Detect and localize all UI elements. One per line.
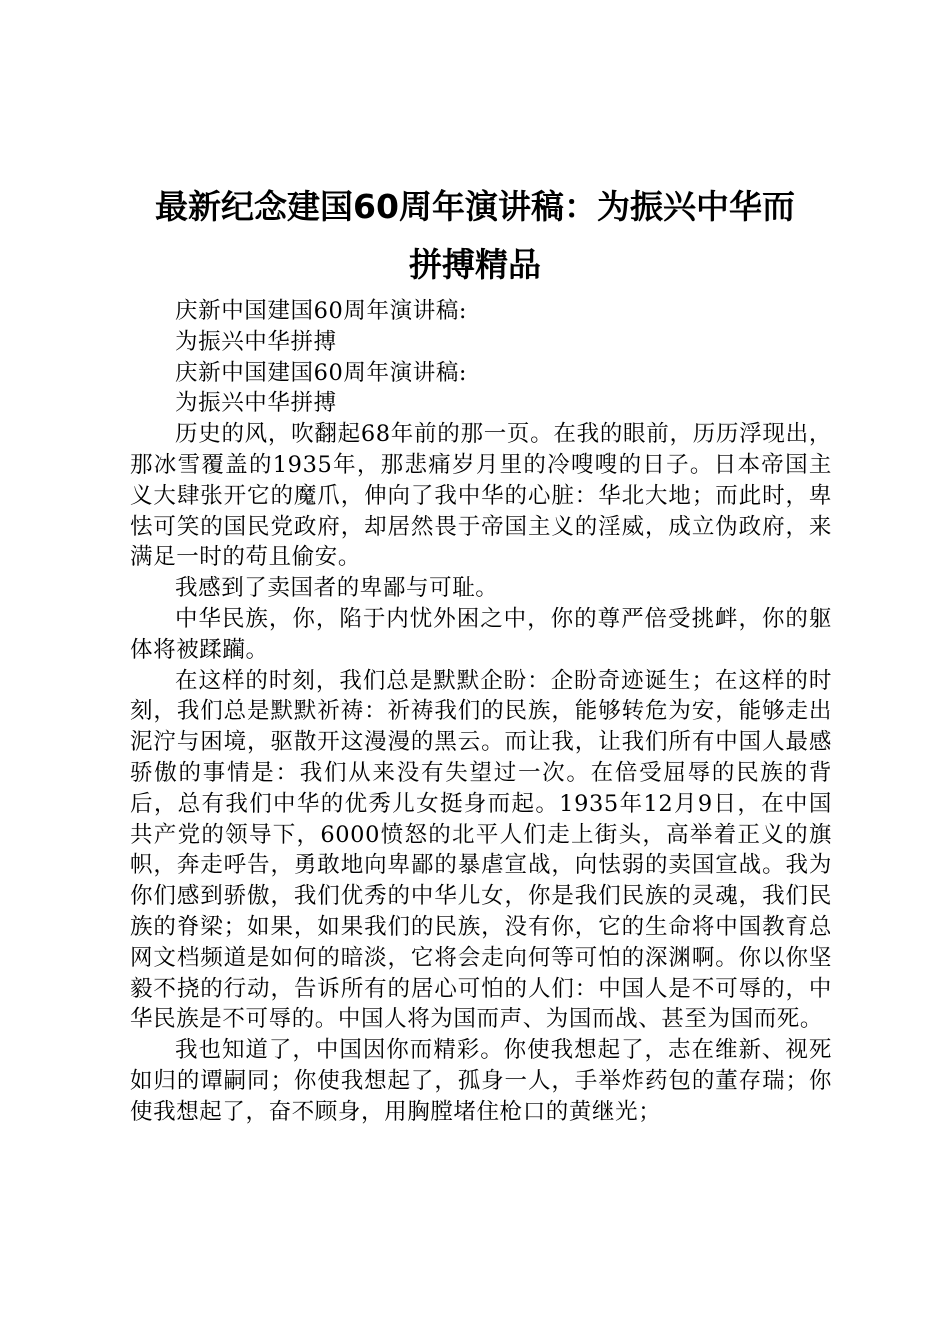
paragraph: 在这样的时刻，我们总是默默企盼：企盼奇迹诞生；在这样的时刻，我们总是默默祈祷：祈祷我们的民族，能够转危为安，能够走出泥泞与困境，驱散开这漫漫的黑云。而让我，让我们所有中国人最感骄傲的事情是：我们从来没有失望过一次。在倍受屈辱的民族的背后，总有我们中华的优秀儿女挺身而起。1935年12月9日，在中国共产党的领导下，6000愤怒的北平人们走上街头，高举着正义的旗帜，奔走呼告，勇敢地向卑鄙的暴虐宣战，向怯弱的卖国宣战。我为你们感到骄傲，我们优秀的中华儿女，你是我们民族的灵魂，我们民族的脊梁；如果，如果我们的民族，没有你，它的生命将中国教育总网文档频道是如何的暗淡，它将会走向何等可怕的深渊啊。你以你坚毅不挠的行动，告诉所有的居心可怕的人们：中国人是不可辱的，中华民族是不可辱的。中国人将为国而声、为国而战、甚至为国而死。 bbox=[130, 667, 832, 1033]
paragraph-subtitle-3: 庆新中国建国60周年演讲稿: bbox=[175, 359, 468, 386]
paragraph-subtitle-1: 庆新中国建国60周年演讲稿: bbox=[175, 298, 468, 324]
paragraph: 我也知道了，中国因你而精彩。你使我想起了，志在维新、视死如归的谭嗣同；你使我想起了，孤身一人，手举炸药包的董存瑞；你使我想起了，奋不顾身，用胸膛堵住枪口的黄继光； bbox=[130, 1037, 832, 1125]
document-body bbox=[130, 296, 832, 1128]
paragraph-subtitle-4: 为振兴中华拼搏 bbox=[175, 390, 337, 417]
paragraph: 我感到了卖国者的卑鄙与可耻。 bbox=[175, 575, 499, 602]
document-title bbox=[100, 178, 850, 294]
paragraph: 中华民族，你，陷于内忧外困之中，你的尊严倍受挑衅，你的躯体将被蹂躏。 bbox=[130, 605, 832, 663]
paragraph: 历史的风，吹翻起68年前的那一页。在我的眼前，历历浮现出，那冰雪覆盖的1935年，那悲痛岁月里的冷嗖嗖的日子。日本帝国主义大肆张开它的魔爪，伸向了我中华的心脏：华北大地；而此时，卑怯可笑的国民党政府，却居然畏于帝国主义的淫威，成立伪政府，来满足一时的苟且偷安。 bbox=[130, 421, 832, 571]
title-line-2: 拼搏精品 bbox=[409, 245, 541, 284]
paragraph-subtitle-2: 为振兴中华拼搏 bbox=[175, 328, 337, 355]
title-line-1: 最新纪念建国60周年演讲稿：为振兴中华而 bbox=[155, 187, 795, 226]
